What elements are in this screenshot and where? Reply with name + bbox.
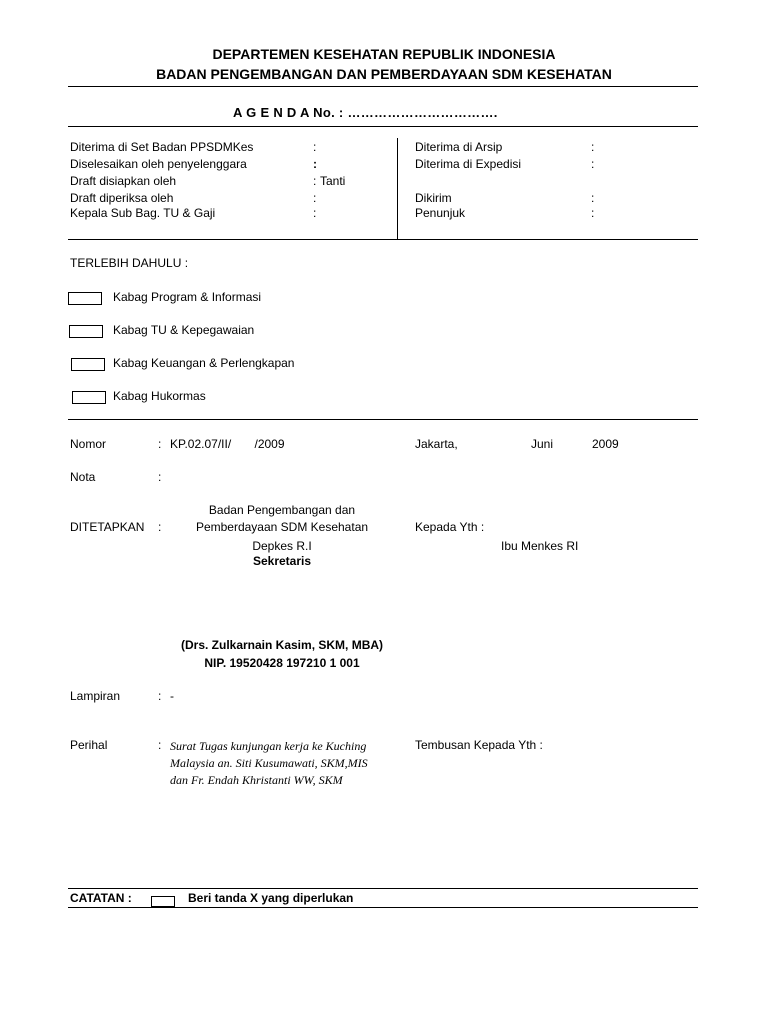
routing-label: Diselesaikan oleh penyelenggara <box>70 157 247 171</box>
routing-label: Kepala Sub Bag. TU & Gaji <box>70 206 216 220</box>
month: Juni <box>531 437 554 451</box>
routing-colon: : <box>591 140 595 154</box>
lampiran-label: Lampiran <box>70 689 121 703</box>
routing-label: Draft disiapkan oleh <box>70 174 177 188</box>
nota-label: Nota <box>70 470 96 484</box>
routing-colon: : <box>591 206 595 220</box>
divider-header <box>68 86 698 87</box>
routing-colon: : <box>313 191 317 205</box>
colon: : <box>158 470 162 484</box>
org-line-4: Sekretaris <box>252 554 312 568</box>
tembusan-label: Tembusan Kepada Yth : <box>415 738 543 752</box>
org-line-3: Depkes R.I <box>252 539 312 553</box>
option-label: Kabag Hukormas <box>113 389 206 403</box>
perihal-label: Perihal <box>70 738 108 752</box>
signer-nip: NIP. 19520428 197210 1 001 <box>204 656 360 670</box>
routing-label: Diterima di Arsip <box>415 140 503 154</box>
routing-label: Diterima di Set Badan PPSDMKes <box>70 140 254 154</box>
catatan-note: Beri tanda X yang diperlukan <box>188 891 354 905</box>
routing-colon: : <box>591 191 595 205</box>
catatan-label: CATATAN : <box>70 891 132 905</box>
routing-label: Penunjuk <box>415 206 466 220</box>
routing-label: Draft diperiksa oleh <box>70 191 174 205</box>
kepada-label: Kepada Yth : <box>415 520 485 534</box>
checkbox-tu[interactable] <box>69 325 103 338</box>
nomor-label: Nomor <box>70 437 107 451</box>
first-heading: TERLEBIH DAHULU : <box>70 256 189 270</box>
routing-colon: : <box>313 157 317 171</box>
ditetapkan-label: DITETAPKAN <box>70 520 145 534</box>
divider-footer-bottom <box>68 907 698 908</box>
routing-divider <box>397 138 398 239</box>
kepada-value: Ibu Menkes RI <box>501 539 579 553</box>
signer-name: (Drs. Zulkarnain Kasim, SKM, MBA) <box>180 638 384 652</box>
divider-agenda <box>68 126 698 127</box>
colon: : <box>158 689 162 703</box>
perihal-line-2: Malaysia an. Siti Kusumawati, SKM,MIS <box>170 756 368 770</box>
org-line-2: Pemberdayaan SDM Kesehatan <box>195 520 369 534</box>
colon: : <box>158 738 162 752</box>
place: Jakarta, <box>415 437 458 451</box>
divider-first <box>68 419 698 420</box>
routing-colon: : <box>313 140 317 154</box>
routing-label: Dikirim <box>415 191 452 205</box>
routing-label: Diterima di Expedisi <box>415 157 522 171</box>
checkbox-catatan[interactable] <box>151 896 175 907</box>
option-label: Kabag TU & Kepegawaian <box>113 323 255 337</box>
checkbox-keuangan[interactable] <box>71 358 105 371</box>
routing-colon: : <box>591 157 595 171</box>
checkbox-program[interactable] <box>68 292 102 305</box>
perihal-line-3: dan Fr. Endah Khristanti WW, SKM <box>170 773 343 787</box>
divider-footer-top <box>68 888 698 889</box>
header-line-1: DEPARTEMEN KESEHATAN REPUBLIK INDONESIA <box>212 46 556 62</box>
routing-colon: : <box>313 206 317 220</box>
divider-routing <box>68 239 698 240</box>
option-label: Kabag Keuangan & Perlengkapan <box>113 356 295 370</box>
lampiran-value: - <box>170 689 174 703</box>
nomor-value: KP.02.07/II/ /2009 <box>170 437 285 451</box>
perihal-line-1: Surat Tugas kunjungan kerja ke Kuching <box>170 739 367 753</box>
colon: : <box>158 437 162 451</box>
routing-value-drafter: Tanti <box>320 174 346 188</box>
org-line-1: Badan Pengembangan dan <box>208 503 356 517</box>
option-label: Kabag Program & Informasi <box>113 290 262 304</box>
agenda-number: A G E N D A No. : ……………………………. <box>233 105 498 120</box>
colon: : <box>158 520 162 534</box>
header-line-2: BADAN PENGEMBANGAN DAN PEMBERDAYAAN SDM KESEHATAN <box>156 66 612 82</box>
routing-colon: : <box>313 174 317 188</box>
year: 2009 <box>592 437 619 451</box>
checkbox-hukormas[interactable] <box>72 391 106 404</box>
